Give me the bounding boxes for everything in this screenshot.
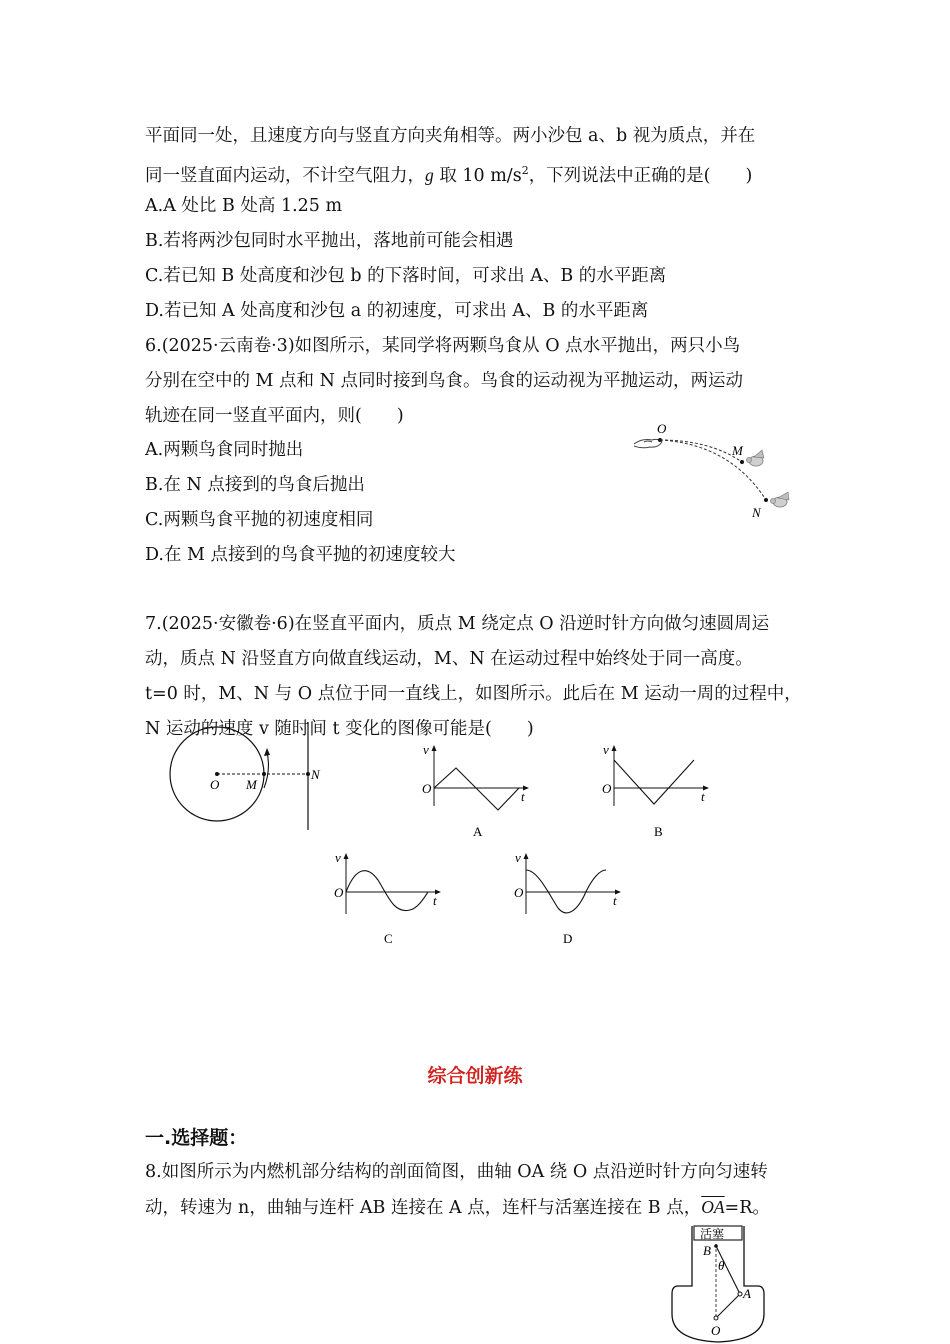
label-b: B (703, 1243, 711, 1258)
q7-line-3: t=0 时，M、N 与 O 点位于同一直线上，如图所示。此后在 M 运动一周的过程中， (145, 684, 802, 704)
q5-option-a[interactable]: A.A 处比 B 处高 1.25 m (145, 196, 343, 216)
point-n (764, 498, 768, 502)
axis-arrow-icon (432, 745, 530, 791)
label-o: O (711, 1323, 721, 1338)
label-o: O (657, 421, 667, 436)
q6-option-b[interactable]: B.在 N 点接到的鸟食后抛出 (145, 475, 365, 495)
graph-c-caption: C (384, 931, 393, 946)
q5-option-d[interactable]: D.若已知 A 处高度和沙包 a 的初速度，可求出 A、B 的水平距离 (145, 301, 649, 321)
point-m (740, 460, 744, 464)
hand-icon (634, 439, 662, 447)
rotation-arrow (264, 752, 268, 788)
label-t: t (433, 893, 437, 908)
q5-line-1: 平面同一处，且速度方向与竖直方向夹角相等。两小沙包 a、b 视为质点，并在 (145, 126, 756, 146)
label-v: v (423, 742, 429, 757)
arrow-head-icon (264, 748, 270, 756)
bird-m-icon (746, 450, 764, 466)
subsection-heading: 一.选择题： (145, 1127, 248, 1149)
label-v: v (335, 850, 341, 865)
crank-oa (716, 1294, 740, 1318)
label-o: O (602, 781, 612, 796)
q6-line-3: 轨迹在同一竖直平面内，则( ) (145, 406, 404, 426)
point-m (262, 772, 266, 776)
q7-circle-figure (165, 718, 335, 833)
graph-b (598, 744, 718, 844)
label-o: O (334, 885, 344, 900)
point-n (306, 772, 310, 776)
q7-line-4: N 运动的速度 v 随时间 t 变化的图像可能是( ) (145, 719, 534, 739)
trajectory-n (660, 440, 766, 500)
label-t: t (613, 893, 617, 908)
graph-c-curve (346, 871, 428, 911)
label-n: N (752, 505, 761, 520)
q6-line-1: 6.(2025·云南卷·3)如图所示，某同学将两颗鸟食从 O 点水平抛出，两只小鸟 (145, 336, 741, 356)
graph-d-curve (526, 870, 606, 913)
q8-line-1: 8.如图所示为内燃机部分结构的剖面简图，曲轴 OA 绕 O 点沿逆时针方向匀速转 (145, 1162, 768, 1182)
q6-figure (630, 418, 800, 528)
label-n: N (311, 767, 320, 782)
q6-option-c[interactable]: C.两颗鸟食平抛的初速度相同 (145, 510, 374, 530)
label-o: O (514, 885, 524, 900)
trajectory-m (660, 440, 742, 462)
axis-arrow-icon (612, 745, 710, 791)
label-v: v (515, 850, 521, 865)
label-theta: θ (718, 1258, 725, 1273)
label-o: O (210, 777, 220, 792)
graph-d (510, 852, 630, 952)
q5-option-b[interactable]: B.若将两沙包同时水平抛出，落地前可能会相遇 (145, 231, 514, 251)
q6-line-2: 分别在空中的 M 点和 N 点同时接到鸟食。鸟食的运动视为平抛运动，两运动 (145, 371, 743, 391)
q5-option-c[interactable]: C.若已知 B 处高度和沙包 b 的下落时间，可求出 A、B 的水平距离 (145, 266, 667, 286)
graph-d-caption: D (563, 931, 573, 946)
label-m: M (732, 443, 743, 458)
section-title: 综合创新练 (427, 1065, 523, 1087)
q5-line-2: 同一竖直面内运动，不计空气阻力，g 取 10 $m/s^2$，下列说法中正确的是( ) (145, 164, 753, 186)
label-m: M (246, 777, 257, 792)
piston-label: 活塞 (700, 1227, 725, 1241)
q7-line-2: 动，质点 N 沿竖直方向做直线运动，M、N 在运动过程中始终处于同一高度。 (145, 649, 753, 669)
graph-b-curve (614, 760, 694, 804)
label-o: O (422, 781, 432, 796)
bird-n-icon (770, 492, 789, 507)
q8-engine-figure (668, 1222, 778, 1344)
graph-a (418, 744, 538, 844)
graph-a-caption: A (473, 824, 483, 839)
graph-c (330, 852, 450, 952)
axis-arrow-icon (524, 853, 622, 895)
q7-line-1: 7.(2025·安徽卷·6)在竖直平面内，质点 M 绕定点 O 沿逆时针方向做匀速圆周运 (145, 614, 770, 634)
label-v: v (603, 742, 609, 757)
q8-line-2: 动，转速为 n，曲轴与连杆 AB 连接在 A 点，连杆与活塞连接在 B 点，$\overline{OA}=R$。 (145, 1197, 770, 1218)
label-a: A (743, 1286, 751, 1301)
q6-option-a[interactable]: A.两颗鸟食同时抛出 (145, 440, 304, 460)
label-t: t (701, 789, 705, 804)
point-o (714, 1316, 718, 1320)
graph-b-caption: B (654, 824, 663, 839)
point-a (738, 1292, 742, 1296)
graph-a-curve (434, 768, 519, 810)
axis-arrow-icon (344, 853, 442, 895)
point-b (714, 1244, 718, 1248)
q6-option-d[interactable]: D.在 M 点接到的鸟食平抛的初速度较大 (145, 545, 456, 565)
label-t: t (521, 789, 525, 804)
